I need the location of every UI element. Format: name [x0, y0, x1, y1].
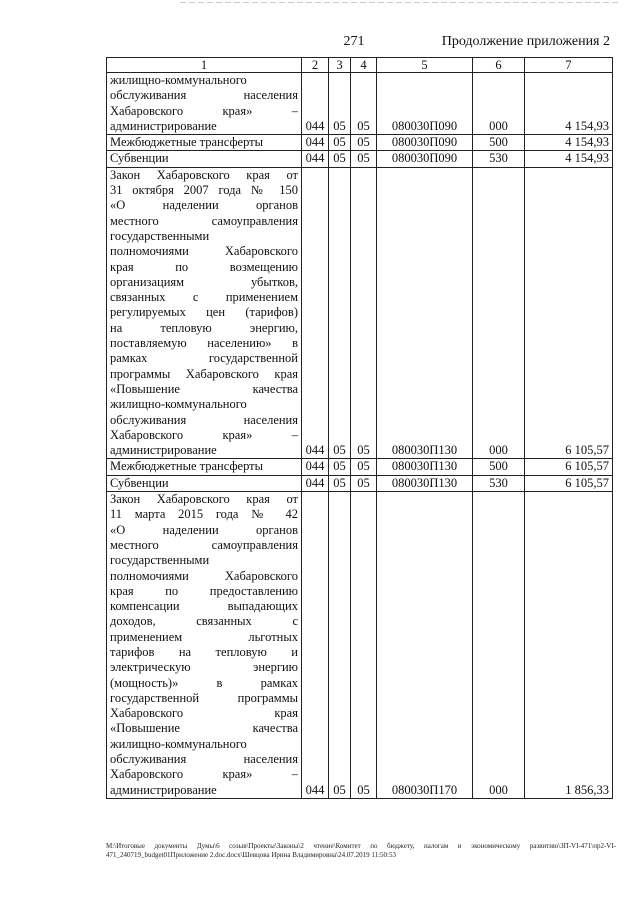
- column-header: 4: [351, 58, 377, 73]
- subsection-code: 05: [351, 151, 377, 167]
- description-line: Хабаровского края» –: [110, 427, 298, 442]
- subsection-code: 05: [351, 73, 377, 135]
- scan-artifact-line: [180, 2, 620, 3]
- section-code: 05: [329, 135, 351, 151]
- description-line: «Повышение качества: [110, 381, 298, 396]
- column-header: 3: [329, 58, 351, 73]
- target-article-code: 080030П090: [377, 73, 473, 135]
- ministry-code: 044: [302, 167, 329, 459]
- description-line: обслуживания населения: [110, 412, 298, 427]
- column-number-row: [107, 58, 613, 73]
- continuation-heading: Продолжение приложения 2: [441, 34, 610, 49]
- row-description: [107, 492, 302, 799]
- description-line: 31 октября 2007 года № 150: [110, 183, 298, 198]
- description-line: обслуживания населения: [110, 88, 298, 103]
- description-line: полномочиями Хабаровского: [110, 568, 298, 583]
- column-header: 7: [525, 58, 613, 73]
- description-line: тарифов на тепловую и: [110, 644, 298, 659]
- target-article-code: 080030П090: [377, 151, 473, 167]
- ministry-code: 044: [302, 492, 329, 799]
- expense-type-code: 500: [473, 459, 525, 475]
- table-row: [107, 167, 613, 459]
- section-code: 05: [329, 475, 351, 491]
- description-line: местного самоуправления: [110, 213, 298, 228]
- description-line: Хабаровского края» –: [110, 103, 298, 118]
- row-description: [107, 151, 302, 167]
- row-description: [107, 459, 302, 475]
- target-article-code: 080030П130: [377, 459, 473, 475]
- description-line: Межбюджетные трансферты: [110, 459, 264, 474]
- description-line: администрирование: [110, 782, 217, 797]
- description-line: 11 марта 2015 года № 42: [110, 507, 298, 522]
- expense-type-code: 500: [473, 135, 525, 151]
- target-article-code: 080030П170: [377, 492, 473, 799]
- description-line: поставляемую населению» в: [110, 336, 298, 351]
- ministry-code: 044: [302, 73, 329, 135]
- column-header: 1: [107, 58, 302, 73]
- table-row: [107, 492, 613, 799]
- expense-type-code: 530: [473, 475, 525, 491]
- amount-cell: 6 105,57: [525, 475, 613, 491]
- amount-cell: 4 154,93: [525, 73, 613, 135]
- expense-type-code: 000: [473, 73, 525, 135]
- row-description: [107, 73, 302, 135]
- table-body: [107, 73, 613, 799]
- table-row: [107, 73, 613, 135]
- description-line: государственными: [110, 228, 210, 243]
- row-description: [107, 135, 302, 151]
- description-line: рамках государственной: [110, 351, 298, 366]
- description-line: Закон Хабаровского края от: [110, 492, 298, 507]
- target-article-code: 080030П130: [377, 475, 473, 491]
- description-line: Закон Хабаровского края от: [110, 167, 298, 182]
- description-line: администрирование: [110, 118, 217, 133]
- ministry-code: 044: [302, 475, 329, 491]
- description-line: обслуживания населения: [110, 752, 298, 767]
- column-header: 2: [302, 58, 329, 73]
- row-description: [107, 475, 302, 491]
- description-line: государственной программы: [110, 690, 298, 705]
- section-code: 05: [329, 73, 351, 135]
- table-row: [107, 475, 613, 491]
- amount-cell: 4 154,93: [525, 151, 613, 167]
- description-line: Межбюджетные трансферты: [110, 135, 264, 150]
- expense-type-code: 000: [473, 492, 525, 799]
- description-line: жилищно-коммунального: [110, 397, 247, 412]
- description-line: применением льготных: [110, 629, 298, 644]
- section-code: 05: [329, 167, 351, 459]
- subsection-code: 05: [351, 459, 377, 475]
- amount-cell: 6 105,57: [525, 459, 613, 475]
- description-line: государственными: [110, 553, 210, 568]
- description-line: доходов, связанных с: [110, 614, 298, 629]
- table-row: [107, 151, 613, 167]
- target-article-code: 080030П090: [377, 135, 473, 151]
- description-line: жилищно-коммунального: [110, 736, 247, 751]
- description-line: (мощность)» в рамках: [110, 675, 298, 690]
- ministry-code: 044: [302, 151, 329, 167]
- row-description: [107, 167, 302, 459]
- description-line: «О наделении органов: [110, 198, 298, 213]
- subsection-code: 05: [351, 492, 377, 799]
- page-number: 271: [343, 34, 365, 49]
- amount-cell: 1 856,33: [525, 492, 613, 799]
- description-line: края по возмещению: [110, 259, 298, 274]
- description-line: компенсации выпадающих: [110, 599, 298, 614]
- description-line: Субвенции: [110, 475, 169, 490]
- section-code: 05: [329, 151, 351, 167]
- column-header: 6: [473, 58, 525, 73]
- table-row: [107, 459, 613, 475]
- description-line: на тепловую энергию,: [110, 320, 298, 335]
- expense-type-code: 530: [473, 151, 525, 167]
- description-line: регулируемых цен (тарифов): [110, 305, 298, 320]
- description-line: «Повышение качества: [110, 721, 298, 736]
- subsection-code: 05: [351, 167, 377, 459]
- description-line: администрирование: [110, 443, 217, 458]
- section-code: 05: [329, 492, 351, 799]
- section-code: 05: [329, 459, 351, 475]
- appendix-table: [106, 57, 613, 799]
- amount-cell: 4 154,93: [525, 135, 613, 151]
- description-line: «О наделении органов: [110, 522, 298, 537]
- subsection-code: 05: [351, 135, 377, 151]
- description-line: полномочиями Хабаровского: [110, 244, 298, 259]
- description-line: электрическую энергию: [110, 660, 298, 675]
- table-row: [107, 135, 613, 151]
- description-line: Хабаровского края: [110, 706, 298, 721]
- description-line: края по предоставлению: [110, 583, 298, 598]
- ministry-code: 044: [302, 459, 329, 475]
- description-line: организациям убытков,: [110, 274, 298, 289]
- expense-type-code: 000: [473, 167, 525, 459]
- description-line: Хабаровского края» –: [110, 767, 298, 782]
- amount-cell: 6 105,57: [525, 167, 613, 459]
- footer-file-path: М:\Итоговые документы Думы\6 созыв\Проекты\Законы\2 чтение\Комитет по бюджету, налогам и экономическому развитию\ЗП-VI-471\пр2-VI-471_240719_budget01Приложение 2.doc.docx\Шевцова Ирина Владимировна\24.07.2019 11:50:53: [106, 842, 616, 859]
- ministry-code: 044: [302, 135, 329, 151]
- subsection-code: 05: [351, 475, 377, 491]
- description-line: программы Хабаровского края: [110, 366, 298, 381]
- description-line: местного самоуправления: [110, 537, 298, 552]
- column-header: 5: [377, 58, 473, 73]
- target-article-code: 080030П130: [377, 167, 473, 459]
- description-line: связанных с применением: [110, 290, 298, 305]
- description-line: Субвенции: [110, 151, 169, 166]
- description-line: жилищно-коммунального: [110, 73, 247, 87]
